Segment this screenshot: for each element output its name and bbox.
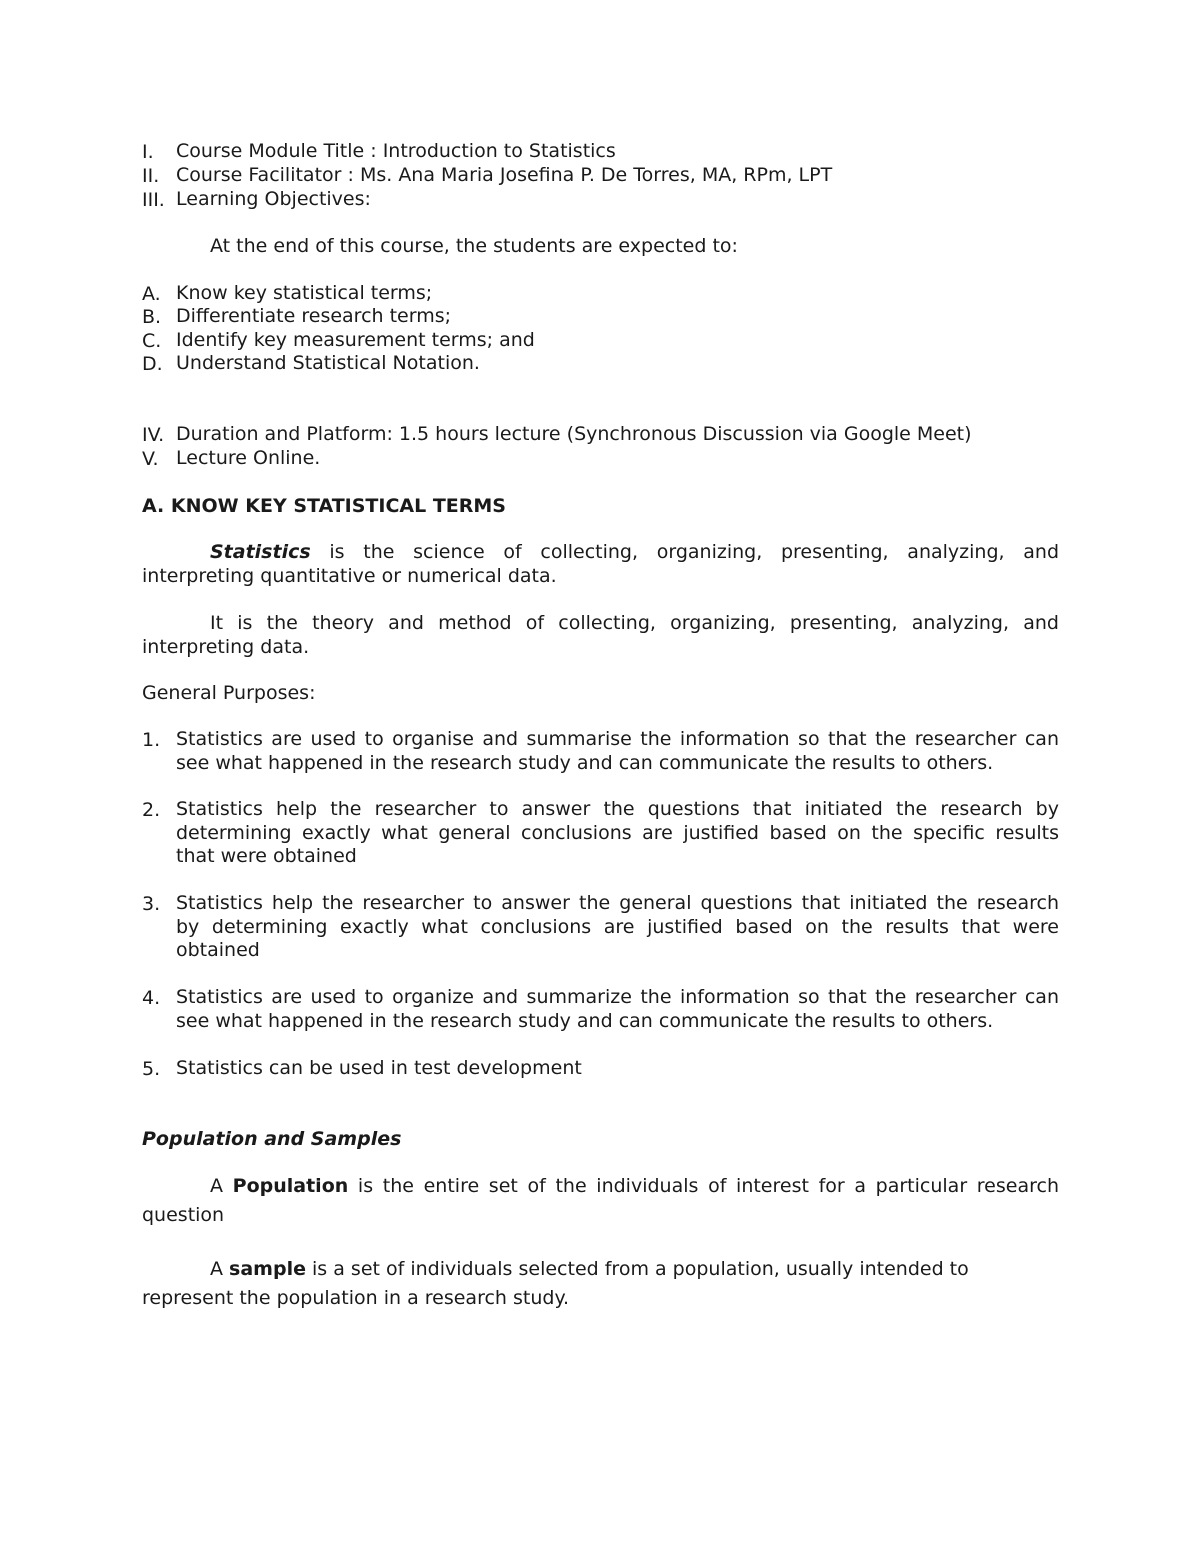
purpose-line: Statistics are used to organise and summarise the information so that the researcher can [176, 728, 1059, 750]
purpose-line: Statistics are used to organize and summarize the information so that the researcher can [176, 986, 1059, 1008]
theory-line-2: interpreting data. [142, 636, 310, 658]
purpose-line: determining exactly what general conclusions are justified based on the specific results [176, 822, 1059, 844]
header-item-marker: I. [142, 141, 154, 163]
header-item-text: Learning Objectives: [176, 188, 371, 210]
header-item-text: Course Facilitator : Ms. Ana Maria Josefina P. De Torres, MA, RPm, LPT [176, 164, 833, 186]
sample-prefix: A [210, 1258, 230, 1280]
purpose-line: obtained [176, 939, 260, 961]
purpose-line: by determining exactly what conclusions are justified based on the results that were [176, 916, 1059, 938]
population-prefix: A [210, 1175, 233, 1197]
logistics-marker: V. [142, 448, 159, 470]
purpose-marker: 4. [142, 987, 161, 1009]
theory-line-1: It is the theory and method of collecting, organizing, presenting, analyzing, and [210, 612, 1059, 634]
purpose-line: see what happened in the research study and can communicate the results to others. [176, 1010, 994, 1032]
purpose-line: Statistics can be used in test development [176, 1057, 582, 1079]
statistics-definition-line-1 [142, 540, 1059, 564]
purpose-line: see what happened in the research study and can communicate the results to others. [176, 752, 994, 774]
population-heading: Population and Samples [142, 1128, 402, 1150]
objective-text: Understand Statistical Notation. [176, 352, 480, 374]
statistics-term: Statistics [210, 541, 311, 563]
statistics-definition-rest: is the science of collecting, organizing, presenting, analyzing, and [310, 541, 1059, 563]
purpose-line: Statistics help the researcher to answer the questions that initiated the research by [176, 798, 1059, 820]
purposes-label: General Purposes: [142, 682, 316, 704]
logistics-text: Lecture Online. [176, 447, 321, 469]
objective-marker: A. [142, 283, 161, 305]
population-term: Population [232, 1175, 349, 1197]
objective-text: Identify key measurement terms; and [176, 329, 535, 351]
sample-definition-rest: is a set of individuals selected from a population, usually intended to [305, 1258, 969, 1280]
objectives-intro: At the end of this course, the students are expected to: [210, 235, 738, 257]
sample-definition-line-2: represent the population in a research study. [142, 1287, 570, 1309]
sample-term: sample [229, 1258, 306, 1280]
objective-text: Differentiate research terms; [176, 305, 452, 327]
objective-marker: D. [142, 353, 163, 375]
objective-marker: C. [142, 330, 162, 352]
purpose-marker: 3. [142, 893, 161, 915]
purpose-line: that were obtained [176, 845, 357, 867]
population-definition-rest: is the entire set of the individuals of interest for a particular research [348, 1175, 1059, 1197]
population-definition-line-1 [142, 1174, 1059, 1198]
statistics-definition-line-2: interpreting quantitative or numerical data. [142, 565, 557, 587]
header-item-marker: II. [142, 165, 160, 187]
purpose-marker: 1. [142, 729, 161, 751]
header-item-text: Course Module Title : Introduction to Statistics [176, 140, 616, 162]
logistics-text: Duration and Platform: 1.5 hours lecture (Synchronous Discussion via Google Meet) [176, 423, 972, 445]
objective-text: Know key statistical terms; [176, 282, 433, 304]
population-definition-line-2: question [142, 1204, 225, 1226]
purpose-line: Statistics help the researcher to answer the general questions that initiated the research [176, 892, 1059, 914]
header-item-marker: III. [142, 189, 165, 211]
purpose-marker: 2. [142, 799, 161, 821]
purpose-marker: 5. [142, 1058, 161, 1080]
logistics-marker: IV. [142, 424, 165, 446]
section-heading: A. KNOW KEY STATISTICAL TERMS [142, 495, 506, 517]
sample-definition-line-1 [210, 1257, 969, 1281]
objective-marker: B. [142, 306, 162, 328]
